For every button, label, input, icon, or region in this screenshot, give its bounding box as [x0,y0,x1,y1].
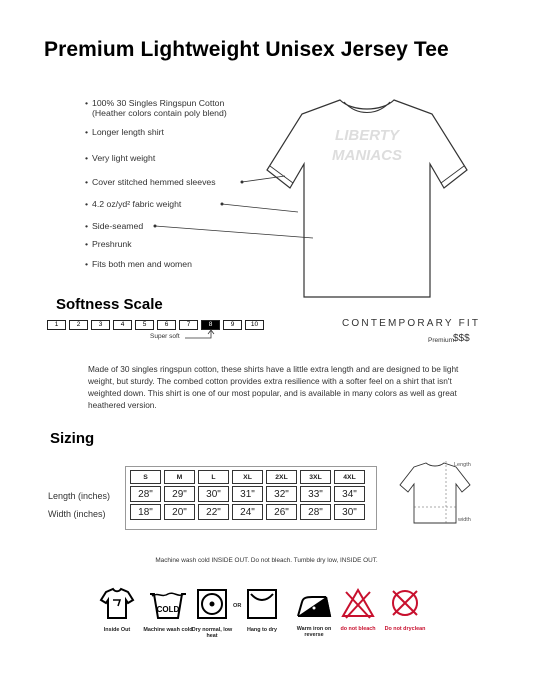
wash-cold-icon [150,593,186,618]
feature-item: • Fits both men and women [92,259,192,270]
no-bleach-icon [343,590,373,618]
feature-item: • Very light weight [92,153,155,164]
iron-icon [298,597,330,616]
no-dryclean-icon [393,591,417,615]
tumble-dry-icon [198,590,226,618]
hang-dry-label: Hang to dry [247,627,277,633]
shirt-logo: LIBERTY [335,127,399,144]
scale-cell: 10 [245,320,264,330]
scale-cell: 5 [135,320,154,330]
size-header: 2XL [266,470,297,484]
no-bleach-label: do not bleach [340,626,376,632]
no-dryclean-label: Do not dryclean [384,626,426,632]
care-icons [0,586,533,626]
width-cell: 20" [164,504,195,520]
length-row-label: Length (inches) [48,491,111,501]
softness-scale [47,320,267,330]
premium-label: Premium [428,337,455,344]
length-cell: 32" [266,486,297,502]
width-cell: 28" [300,504,331,520]
softness-heading: Softness Scale [56,296,163,313]
feature-item: • Cover stitched hemmed sleeves [92,177,216,188]
callout-lines [0,0,533,300]
size-header: M [164,470,195,484]
scale-cell-selected: 8 [201,320,220,330]
size-header: 3XL [300,470,331,484]
scale-cell: 4 [113,320,132,330]
length-cell: 30" [198,486,229,502]
dry-normal-label: Dry normal, low heat [191,627,233,639]
scale-cell: 6 [157,320,176,330]
length-cell: 33" [300,486,331,502]
length-cell: 28" [130,486,161,502]
hang-dry-icon [248,590,276,618]
price-level: $$$ [453,333,470,344]
length-cell: 34" [334,486,365,502]
diagram-length-label: Length [454,462,471,468]
super-soft-label: Super soft [150,333,180,340]
width-cell: 26" [266,504,297,520]
width-cell: 24" [232,504,263,520]
length-cell: 29" [164,486,195,502]
feature-note: (Heather colors contain poly blend) [92,108,227,118]
wash-cold-label: Machine wash cold [143,627,193,633]
size-table [127,468,368,522]
inside-out-icon [101,589,133,618]
width-cell: 30" [334,504,365,520]
feature-item: • Longer length shirt [92,127,164,138]
cold-text: COLD [156,605,180,614]
length-cell: 31" [232,486,263,502]
width-cell: 18" [130,504,161,520]
svg-text:MANIACS: MANIACS [332,147,402,164]
fit-label: CONTEMPORARY FIT [342,318,481,329]
iron-label: Warm iron on reverse [296,626,332,638]
width-row-label: Width (inches) [48,509,106,519]
wash-instructions: Machine wash cold INSIDE OUT. Do not bleach. Tumble dry low, INSIDE OUT. [155,557,378,564]
measurement-diagram [398,457,478,529]
inside-out-label: Inside Out [103,627,131,633]
arrow-icon [183,330,215,342]
feature-item: • Side-seamed [92,221,143,232]
feature-item: • 4.2 oz/yd² fabric weight [92,199,181,210]
feature-item: • 100% 30 Singles Ringspun Cotton [92,98,224,109]
size-header: L [198,470,229,484]
or-label: OR [233,603,242,609]
product-description: Made of 30 singles ringspun cotton, these shirts have a little extra length and are designed to be light weight, but sturdy. The combed cotton provides extra resilience with a softer feel on a shirt that isn't weighted down. This shirt is one of our most popular, and is available in many colors as well as great heathered version. [88,364,459,410]
sizing-heading: Sizing [50,430,95,447]
page-title: Premium Lightweight Unisex Jersey Tee [44,38,449,61]
feature-item: • Preshrunk [92,239,132,250]
width-cell: 22" [198,504,229,520]
scale-cell: 2 [69,320,88,330]
diagram-width-label: width [458,517,471,523]
scale-cell: 7 [179,320,198,330]
scale-cell: 9 [223,320,242,330]
size-header: S [130,470,161,484]
scale-cell: 1 [47,320,66,330]
size-header: XL [232,470,263,484]
size-header: 4XL [334,470,365,484]
scale-cell: 3 [91,320,110,330]
